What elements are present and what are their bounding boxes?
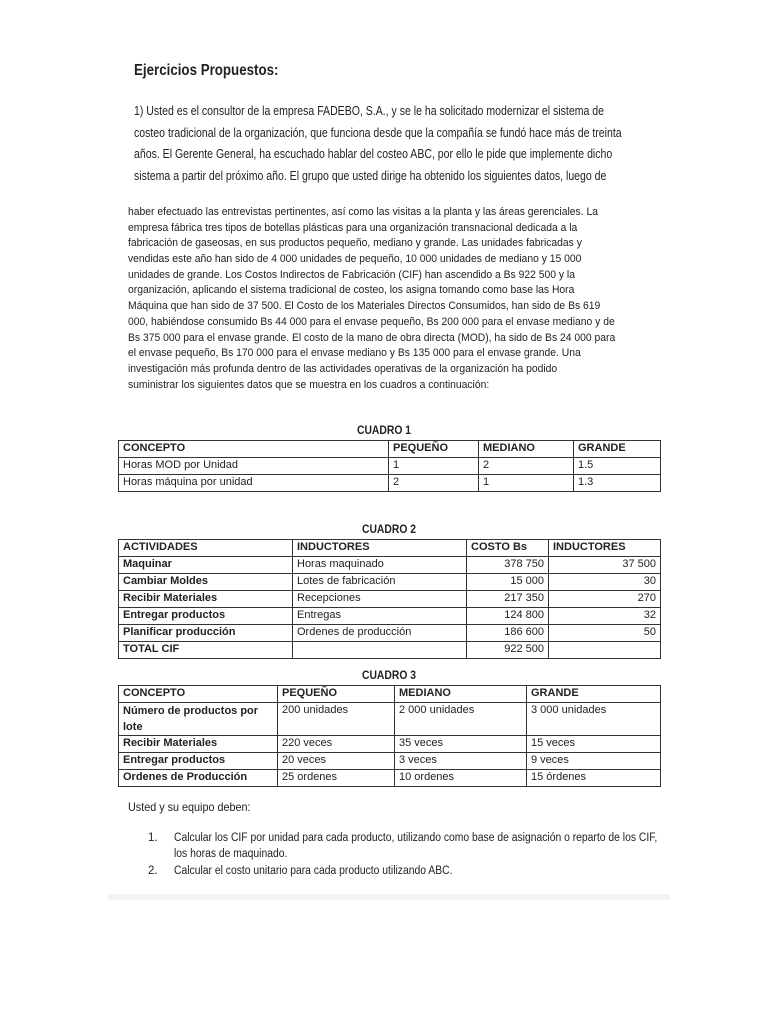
- table-cell: [293, 642, 467, 659]
- body-line: vendidas este año han sido de 4 000 unidades de pequeño, 10 000 unidades de mediano y 15 000: [128, 253, 582, 266]
- table-row: [119, 642, 661, 659]
- task-number: 1.: [148, 832, 158, 844]
- table-cell: 35 veces: [395, 736, 527, 753]
- table-row: [119, 557, 661, 574]
- table-cell: 1.5: [574, 458, 661, 475]
- cuadro2-title: CUADRO 2: [361, 524, 417, 536]
- table-cell: 37 500: [549, 557, 661, 574]
- table-cell: Entregar productos: [119, 753, 278, 770]
- table-cell: 186 600: [467, 625, 549, 642]
- header-cell: GRANDE: [527, 686, 661, 703]
- table-row: [119, 591, 661, 608]
- header-cell: CONCEPTO: [119, 686, 278, 703]
- table-cell: 15 veces: [527, 736, 661, 753]
- table-header-row: [119, 540, 661, 557]
- header-cell: MEDIANO: [479, 441, 574, 458]
- task-text: Calcular los CIF por unidad para cada producto, utilizando como base de asignación o reparto de los CIF, los horas de maquinado.: [174, 832, 658, 860]
- body-line: haber efectuado las entrevistas pertinentes, así como las visitas a la planta y las áreas gerenciales. La: [128, 206, 598, 218]
- table-cell: Ordenes de Producción: [119, 770, 278, 787]
- table-header-row: [119, 686, 661, 703]
- table-row: [119, 736, 661, 753]
- table-row: [119, 703, 661, 736]
- table-cell: 922 500: [467, 642, 549, 659]
- table-cell: 3 veces: [395, 753, 527, 770]
- intro-line: años. El Gerente General, ha escuchado hablar del costeo ABC, por ello le pide que implemente dicho: [134, 146, 613, 162]
- table-cell: 2: [479, 458, 574, 475]
- table-cell: 15 órdenes: [527, 770, 661, 787]
- table-cell: TOTAL CIF: [119, 642, 293, 659]
- body-line: Máquina que han sido de 37 500. El Costo de los Materiales Directos Consumidos, han sido de Bs 619: [128, 300, 601, 313]
- list-item: [148, 830, 668, 862]
- table-cell: 10 ordenes: [395, 770, 527, 787]
- header-cell: INDUCTORES: [293, 540, 467, 557]
- body-line: investigación más profunda dentro de las actividades operativas de la organización ha podido: [128, 362, 558, 375]
- header-cell: PEQUEÑO: [389, 441, 479, 458]
- table-cell: Entregar productos: [119, 608, 293, 625]
- table-cell: 30: [549, 574, 661, 591]
- table-row: [119, 770, 661, 787]
- table-cell: 9 veces: [527, 753, 661, 770]
- cuadro3-table: [118, 685, 661, 787]
- table-cell: Recibir Materiales: [119, 736, 278, 753]
- task-list: [148, 830, 668, 880]
- table-cell: Maquinar: [119, 557, 293, 574]
- cuadro3-title: CUADRO 3: [361, 670, 417, 682]
- header-cell: CONCEPTO: [119, 441, 389, 458]
- table-cell: Planificar producción: [119, 625, 293, 642]
- body-line: empresa fábrica tres tipos de botellas plásticas para una organización transnacional dedicada a la: [128, 221, 578, 234]
- table-cell: Entregas: [293, 608, 467, 625]
- table-cell: 378 750: [467, 557, 549, 574]
- table-row: [119, 458, 661, 475]
- table-cell: 200 unidades: [278, 703, 395, 736]
- header-cell: PEQUEÑO: [278, 686, 395, 703]
- table-cell: 220 veces: [278, 736, 395, 753]
- table-cell: 124 800: [467, 608, 549, 625]
- table-cell: 270: [549, 591, 661, 608]
- table-header-row: [119, 441, 661, 458]
- cuadro1-title: CUADRO 1: [356, 425, 412, 437]
- table-cell: Horas MOD por Unidad: [119, 458, 389, 475]
- header-cell: MEDIANO: [395, 686, 527, 703]
- table-cell: 50: [549, 625, 661, 642]
- table-cell: 15 000: [467, 574, 549, 591]
- table-cell: 20 veces: [278, 753, 395, 770]
- header-cell: GRANDE: [574, 441, 661, 458]
- list-item: [148, 863, 668, 879]
- exercise-heading: Ejercicios Propuestos:: [134, 62, 279, 79]
- intro-line: 1) Usted es el consultor de la empresa FADEBO, S.A., y se le ha solicitado modernizar el sistema de: [134, 103, 604, 118]
- table-cell: 1: [389, 458, 479, 475]
- body-line: organización, aplicando el sistema tradicional de costeo, los asigna tomando como base las Hora: [128, 284, 575, 297]
- table-row: [119, 608, 661, 625]
- task-number: 2.: [148, 865, 158, 877]
- table-cell: 32: [549, 608, 661, 625]
- body-line: suministrar los siguientes datos que se muestra en los cuadros a continuación:: [128, 378, 490, 391]
- table-row: [119, 625, 661, 642]
- body-paragraph: [128, 205, 672, 393]
- cuadro2-table: [118, 539, 661, 659]
- table-row: [119, 475, 661, 492]
- header-cell: COSTO Bs: [467, 540, 549, 557]
- tasks-intro: Usted y su equipo deben:: [128, 800, 251, 814]
- table-cell: Número de productos por lote: [119, 703, 278, 736]
- table-cell: 217 350: [467, 591, 549, 608]
- table-row: [119, 753, 661, 770]
- table-cell: Cambiar Moldes: [119, 574, 293, 591]
- task-text: Calcular el costo unitario para cada producto utilizando ABC.: [174, 865, 453, 877]
- table-cell: Horas máquina por unidad: [119, 475, 389, 492]
- table-cell: Recepciones: [293, 591, 467, 608]
- page-bottom-divider: [108, 894, 670, 900]
- body-line: Bs 375 000 para el envase grande. El costo de la mano de obra directa (MOD), ha sido de Bs 24 000 para: [128, 331, 616, 344]
- body-line: 000, habiéndose consumido Bs 44 000 para el envase pequeño, Bs 200 000 para el envase mediano y de: [128, 315, 615, 328]
- table-cell: Ordenes de producción: [293, 625, 467, 642]
- table-cell: [549, 642, 661, 659]
- table-cell: Recibir Materiales: [119, 591, 293, 608]
- table-cell: 25 ordenes: [278, 770, 395, 787]
- body-line: fabricación de gaseosas, en sus productos pequeño, mediano y grande. Las unidades fabricadas y: [128, 237, 582, 250]
- header-cell: INDUCTORES: [549, 540, 661, 557]
- body-line: unidades de grande. Los Costos Indirectos de Fabricación (CIF) han ascendido a Bs 922 500 y la: [128, 268, 575, 281]
- body-line: el envase pequeño, Bs 170 000 para el envase mediano y Bs 135 000 para el envase grande. Una: [128, 347, 581, 360]
- table-row: [119, 574, 661, 591]
- table-cell: 2 000 unidades: [395, 703, 527, 736]
- header-cell: ACTIVIDADES: [119, 540, 293, 557]
- intro-line: costeo tradicional de la organización, que funciona desde que la compañía se fundó hace más de treinta: [134, 124, 622, 140]
- table-cell: 2: [389, 475, 479, 492]
- table-cell: 3 000 unidades: [527, 703, 661, 736]
- cuadro1-table: [118, 440, 661, 492]
- table-cell: 1: [479, 475, 574, 492]
- intro-paragraph: [134, 100, 666, 187]
- table-cell: Horas maquinado: [293, 557, 467, 574]
- intro-line: sistema a partir del próximo año. El grupo que usted dirige ha obtenido los siguientes datos, luego de: [134, 168, 607, 184]
- table-cell: Lotes de fabricación: [293, 574, 467, 591]
- table-cell: 1.3: [574, 475, 661, 492]
